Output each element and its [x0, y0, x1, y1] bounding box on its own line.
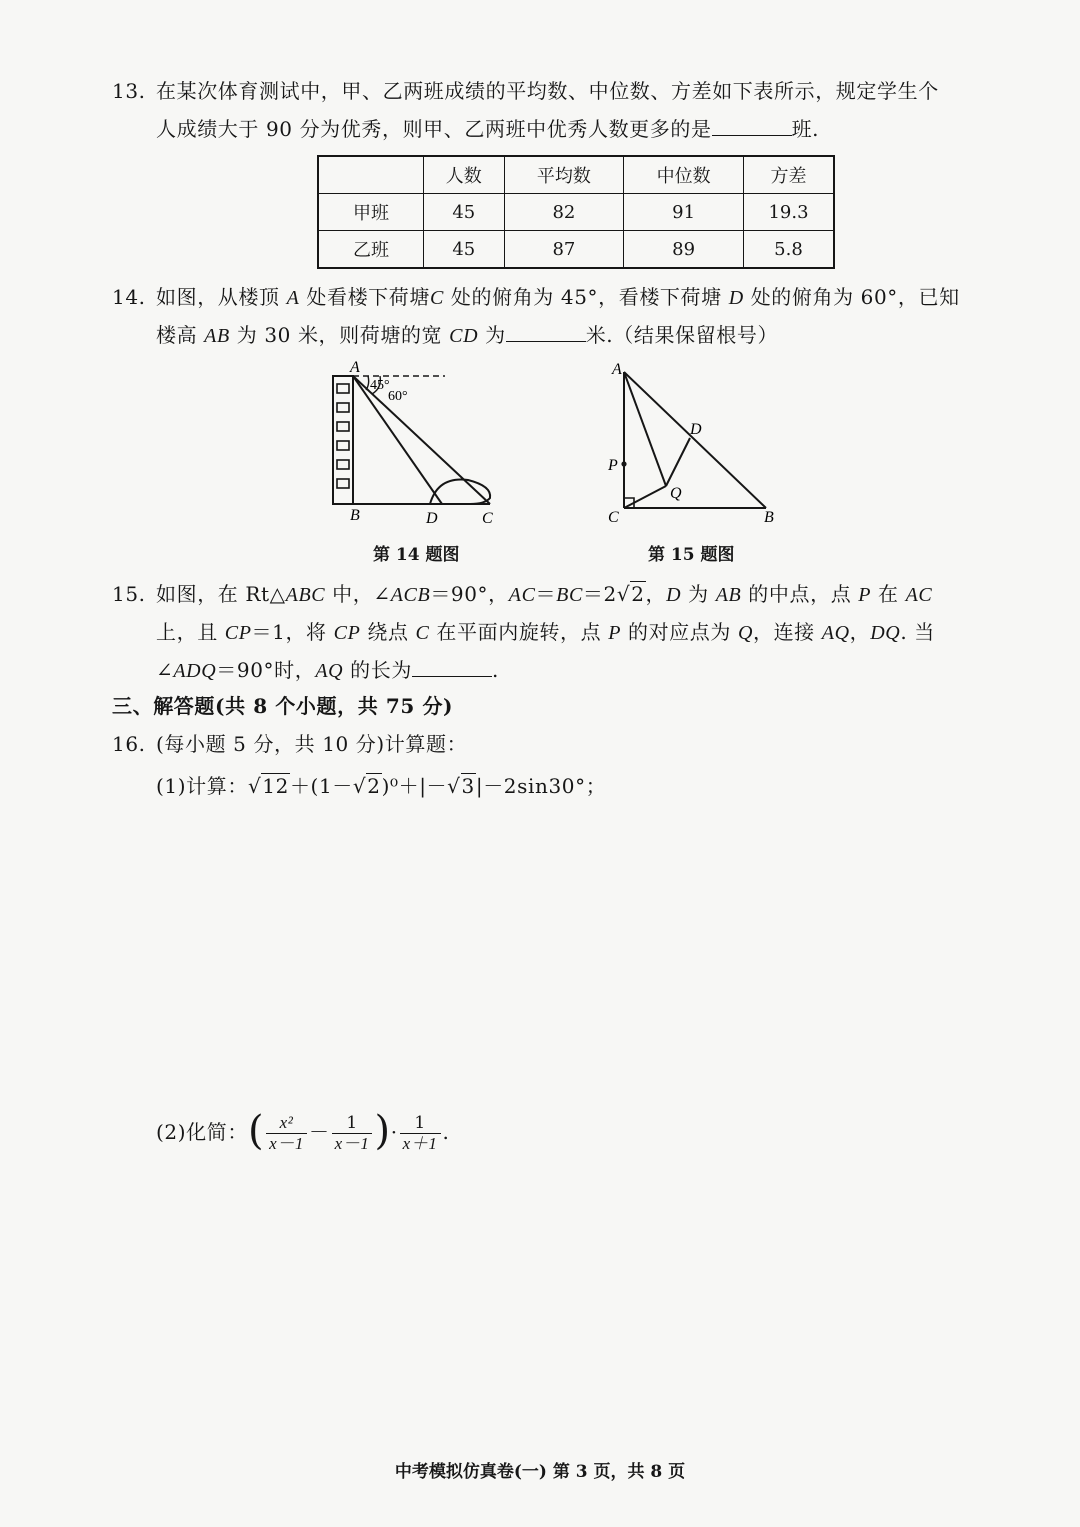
q13-line1: [112, 76, 939, 106]
question-number: 15.: [112, 582, 146, 606]
math-symbol: AB: [204, 325, 230, 347]
table-cell: 45: [424, 194, 505, 231]
q15-line1: 15. 如图，在 Rt△ABC 中，∠ACB＝90°，AC＝BC＝2√2，D 为 AB 的中点，点 P 在 AC: [112, 579, 932, 610]
q16-part2: [156, 1107, 450, 1156]
table-cell: 5.8: [743, 231, 834, 269]
math-text: －: [309, 1120, 330, 1144]
math-symbol: CP: [333, 622, 361, 644]
math-symbol: C: [429, 287, 444, 309]
building-window: [337, 441, 349, 450]
q15-text: 在平面内旋转，点: [429, 620, 609, 644]
q13-line2: [156, 114, 819, 144]
math-symbol: C: [415, 622, 430, 644]
fraction: [332, 1113, 373, 1154]
q15-text: 的对应点为: [621, 620, 738, 644]
q15-text: ，: [645, 582, 667, 606]
question-number: 13.: [112, 79, 146, 103]
numerator: 1: [332, 1113, 373, 1134]
table-header-cell: [318, 156, 424, 194]
label-d: D: [690, 421, 702, 438]
table-header-cell: 平均数: [504, 156, 624, 194]
math-symbol: AC: [905, 584, 933, 606]
table-header-cell: 方差: [743, 156, 834, 194]
q14-text: 处看楼下荷塘: [306, 285, 430, 309]
table-header-cell: 人数: [424, 156, 505, 194]
q14-text: 为: [485, 323, 506, 347]
q15-text: ∠: [156, 658, 174, 682]
q15-line2: [156, 617, 935, 648]
q15-text: ＝2: [582, 582, 617, 606]
q14-text: 处的俯角为 60°，已知: [750, 285, 960, 309]
math-symbol: AQ: [821, 622, 850, 644]
question-number: 14.: [112, 285, 146, 309]
q15-text: .: [491, 658, 499, 682]
math-symbol: CD: [449, 325, 479, 347]
fraction: [400, 1113, 441, 1154]
figure-14-caption: 第 14 题图: [373, 545, 460, 565]
sqrt-radicand: 2: [367, 774, 381, 798]
q13-text-2: 人成绩大于 90 分为优秀，则甲、乙两班中优秀人数更多的是: [156, 117, 712, 141]
q16-line1: [112, 729, 467, 759]
q14-text: 如图，从楼顶: [156, 285, 280, 309]
numerator: x²: [266, 1113, 307, 1134]
table-cell: 45: [424, 231, 505, 269]
q15-text: 如图，在 Rt△: [156, 582, 286, 606]
q15-text: ，: [849, 620, 871, 644]
building-window: [337, 479, 349, 488]
q13-text-1: 在某次体育测试中，甲、乙两班成绩的平均数、中位数、方差如下表所示，规定学生个: [156, 79, 939, 103]
table-cell: 87: [504, 231, 624, 269]
q13-text-3: 班.: [791, 117, 820, 141]
math-symbol: BC: [556, 584, 583, 606]
math-symbol: CP: [224, 622, 252, 644]
table-cell: 91: [624, 194, 744, 231]
math-symbol: D: [728, 287, 744, 309]
table-header-row: [318, 156, 834, 194]
math-symbol: D: [666, 584, 682, 606]
figure-15: [600, 358, 790, 530]
math-symbol: Q: [737, 622, 753, 644]
q14-text: 为 30 米，则荷塘的宽: [236, 323, 443, 347]
q16-intro: (每小题 5 分，共 10 分)计算题：: [156, 732, 468, 756]
math-text: )⁰＋: [381, 774, 420, 798]
left-paren: (: [247, 1107, 265, 1154]
q15-text: . 当: [900, 620, 935, 644]
table-cell: 89: [624, 231, 744, 269]
building-outline: [333, 376, 353, 504]
math-symbol: P: [858, 584, 872, 606]
table-cell: 乙班: [318, 231, 424, 269]
score-table: [317, 155, 835, 269]
math-text: －2sin30°；: [483, 774, 607, 798]
q15-text: 中，∠: [325, 582, 391, 606]
table-cell: 甲班: [318, 194, 424, 231]
q15-text: 的长为: [343, 658, 412, 682]
label-angle-45: 45°: [370, 378, 390, 393]
label-p: P: [608, 457, 618, 474]
math-symbol: ACB: [390, 584, 431, 606]
line-ac: [353, 376, 490, 504]
table-header-cell: 中位数: [624, 156, 744, 194]
figure-15-caption: 第 15 题图: [648, 545, 735, 565]
q15-text: 绕点: [360, 620, 416, 644]
label-a: A: [350, 359, 360, 376]
label-c: C: [482, 510, 493, 527]
label-q: Q: [670, 485, 682, 502]
math-symbol: ADQ: [173, 660, 217, 682]
q15-text: ＝90°，: [430, 582, 509, 606]
part-label: (1)计算：: [156, 774, 248, 798]
line-aq: [624, 372, 666, 486]
question-number: 16.: [112, 732, 146, 756]
building-window: [337, 384, 349, 393]
q15-text: 为: [681, 582, 716, 606]
math-symbol: ABC: [285, 584, 326, 606]
sqrt-radicand: 3: [461, 774, 475, 798]
table-cell: 82: [504, 194, 624, 231]
denominator: x－1: [334, 1134, 370, 1153]
q14-text: 米.（结果保留根号）: [585, 323, 779, 347]
label-b: B: [350, 507, 360, 524]
q15-text: ＝90°时，: [216, 658, 316, 682]
q15-text: 上，且: [156, 620, 225, 644]
table-cell: 19.3: [743, 194, 834, 231]
q15-text: ＝: [535, 582, 557, 606]
table-row: [318, 194, 834, 231]
line-cq: [624, 486, 666, 508]
answer-blank: [712, 117, 792, 136]
sqrt-radicand: 12: [262, 774, 289, 798]
math-symbol: AB: [715, 584, 742, 606]
q14-line1: [112, 282, 960, 313]
section-title: 三、解答题(共 8 个小题，共 75 分): [112, 694, 454, 718]
q15-line3: [156, 655, 499, 686]
math-text: |: [475, 774, 484, 798]
table-row: [318, 231, 834, 269]
label-d: D: [426, 510, 438, 527]
math-symbol: AQ: [315, 660, 344, 682]
q15-text: ＝1，将: [251, 620, 334, 644]
label-angle-60: 60°: [388, 389, 408, 404]
q14-line2: [156, 320, 778, 351]
q15-text: ，连接: [752, 620, 822, 644]
numerator: 1: [400, 1113, 441, 1134]
math-symbol: AC: [508, 584, 536, 606]
math-text: .: [442, 1120, 450, 1144]
q14-text: 楼高: [156, 323, 198, 347]
answer-blank: [412, 658, 492, 677]
part-label: (2)化简：: [156, 1120, 248, 1144]
sqrt-radicand: 2: [631, 582, 645, 606]
math-symbol: P: [608, 622, 622, 644]
building-window: [337, 422, 349, 431]
math-text: ＋(1－: [289, 774, 353, 798]
q16-part1: (1)计算：√12＋(1－√2)⁰＋|－√3|－2sin30°；: [156, 774, 607, 798]
denominator: x＋1: [402, 1134, 438, 1153]
math-text: ·: [390, 1120, 398, 1144]
right-paren: ): [374, 1107, 391, 1154]
label-b: B: [764, 509, 774, 526]
page-footer: 中考模拟仿真卷(一) 第 3 页，共 8 页: [394, 1462, 686, 1482]
answer-blank: [506, 323, 586, 342]
denominator: x－1: [269, 1134, 305, 1153]
line-ab: [624, 372, 766, 508]
math-symbol: DQ: [870, 622, 901, 644]
building-window: [337, 403, 349, 412]
q15-text: 在: [871, 582, 906, 606]
point-p: [621, 461, 626, 466]
q15-text: 的中点，点: [741, 582, 859, 606]
label-a: A: [612, 361, 622, 378]
math-text: |－: [419, 774, 448, 798]
fraction: [266, 1113, 307, 1154]
label-c: C: [608, 509, 619, 526]
line-qd: [666, 438, 690, 486]
math-symbol: A: [286, 287, 300, 309]
building-window: [337, 460, 349, 469]
q14-text: 处的俯角为 45°，看楼下荷塘: [450, 285, 722, 309]
figure-14: [320, 358, 510, 530]
